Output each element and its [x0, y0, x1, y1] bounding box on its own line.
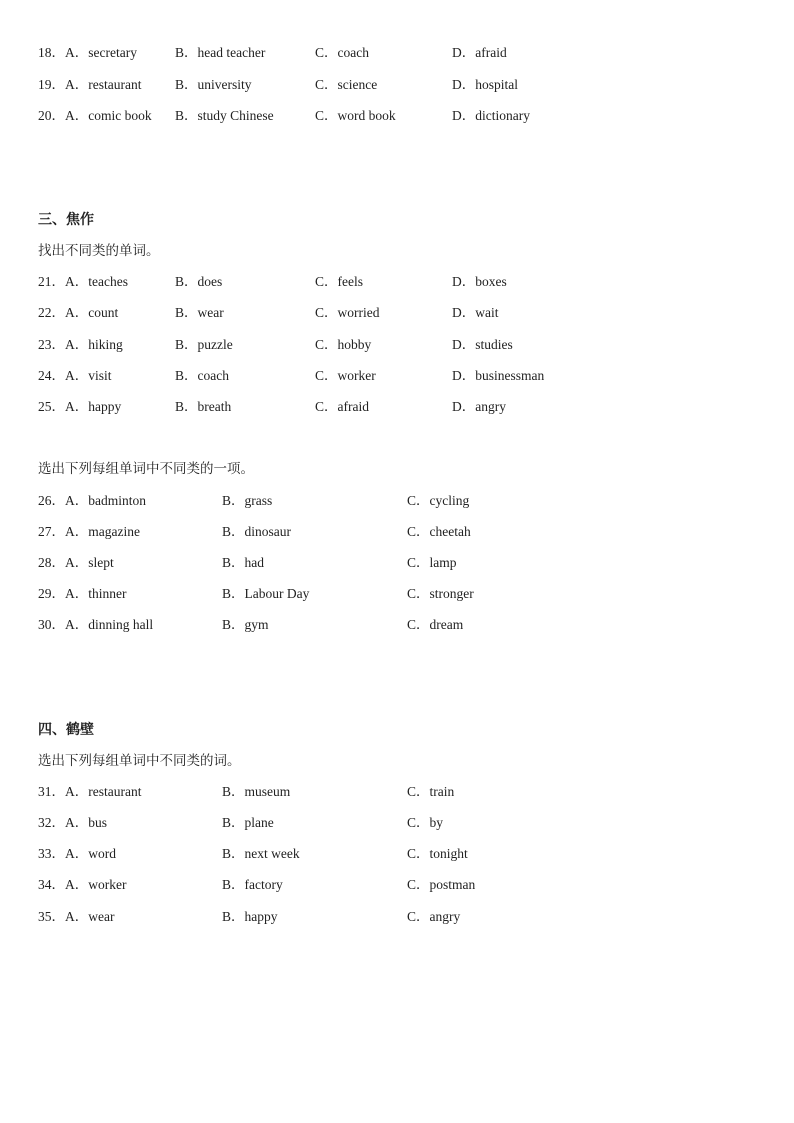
- option-a: 32．A．bus: [38, 815, 108, 830]
- option-c: C．stronger: [407, 586, 474, 601]
- option-a: 21．A．teaches: [38, 274, 128, 289]
- option-a: 25．A．happy: [38, 399, 122, 414]
- section-4-heading: 四、鹤壁: [38, 722, 94, 738]
- option-c: C．science: [315, 77, 378, 92]
- option-a: 20．A．comic book: [38, 108, 152, 123]
- option-a: 18．A．secretary: [38, 45, 137, 60]
- option-c: C．lamp: [407, 555, 457, 570]
- option-d: D．dictionary: [452, 108, 530, 123]
- option-b: B．dinosaur: [222, 524, 291, 539]
- option-c: C．worried: [315, 305, 380, 320]
- option-a: 22．A．count: [38, 305, 119, 320]
- option-b: B．puzzle: [175, 337, 233, 352]
- option-c: C．tonight: [407, 846, 468, 861]
- option-c: C．angry: [407, 909, 461, 924]
- option-b: B．happy: [222, 909, 278, 924]
- option-c: C．word book: [315, 108, 396, 123]
- option-a: 31．A．restaurant: [38, 784, 142, 799]
- option-c: C．cycling: [407, 493, 470, 508]
- section-4-instruction: 选出下列每组单词中不同类的词。: [38, 753, 241, 769]
- option-a: 33．A．word: [38, 846, 116, 861]
- section-3-instruction-2: 选出下列每组单词中不同类的一项。: [38, 461, 254, 477]
- option-d: D．wait: [452, 305, 499, 320]
- option-c: C．worker: [315, 368, 376, 383]
- option-c: C．hobby: [315, 337, 372, 352]
- option-a: 30．A．dinning hall: [38, 617, 154, 632]
- option-b: B．Labour Day: [222, 586, 310, 601]
- option-b: B．plane: [222, 815, 274, 830]
- option-b: B．gym: [222, 617, 269, 632]
- option-c: C．postman: [407, 877, 476, 892]
- option-d: D．boxes: [452, 274, 507, 289]
- option-b: B．coach: [175, 368, 229, 383]
- option-b: B．wear: [175, 305, 224, 320]
- option-d: D．studies: [452, 337, 513, 352]
- option-c: C．feels: [315, 274, 363, 289]
- option-b: B．study Chinese: [175, 108, 274, 123]
- option-c: C．by: [407, 815, 444, 830]
- option-b: B．breath: [175, 399, 232, 414]
- option-a: 26．A．badminton: [38, 493, 146, 508]
- option-a: 28．A．slept: [38, 555, 114, 570]
- option-b: B．museum: [222, 784, 291, 799]
- option-a: 35．A．wear: [38, 909, 115, 924]
- option-d: D．hospital: [452, 77, 518, 92]
- option-c: C．cheetah: [407, 524, 471, 539]
- option-c: C．coach: [315, 45, 369, 60]
- option-b: B．university: [175, 77, 252, 92]
- option-a: 29．A．thinner: [38, 586, 127, 601]
- option-c: C．afraid: [315, 399, 369, 414]
- option-c: C．train: [407, 784, 455, 799]
- option-a: 34．A．worker: [38, 877, 127, 892]
- option-a: 27．A．magazine: [38, 524, 140, 539]
- option-a: 23．A．hiking: [38, 337, 123, 352]
- section-3-instruction: 找出不同类的单词。: [38, 243, 160, 259]
- section-3-heading: 三、焦作: [38, 212, 94, 228]
- option-b: B．had: [222, 555, 264, 570]
- option-b: B．head teacher: [175, 45, 266, 60]
- option-b: B．grass: [222, 493, 273, 508]
- option-c: C．dream: [407, 617, 464, 632]
- option-b: B．factory: [222, 877, 283, 892]
- option-b: B．next week: [222, 846, 300, 861]
- option-a: 24．A．visit: [38, 368, 112, 383]
- option-d: D．businessman: [452, 368, 545, 383]
- option-a: 19．A．restaurant: [38, 77, 142, 92]
- option-d: D．angry: [452, 399, 506, 414]
- option-d: D．afraid: [452, 45, 507, 60]
- option-b: B．does: [175, 274, 223, 289]
